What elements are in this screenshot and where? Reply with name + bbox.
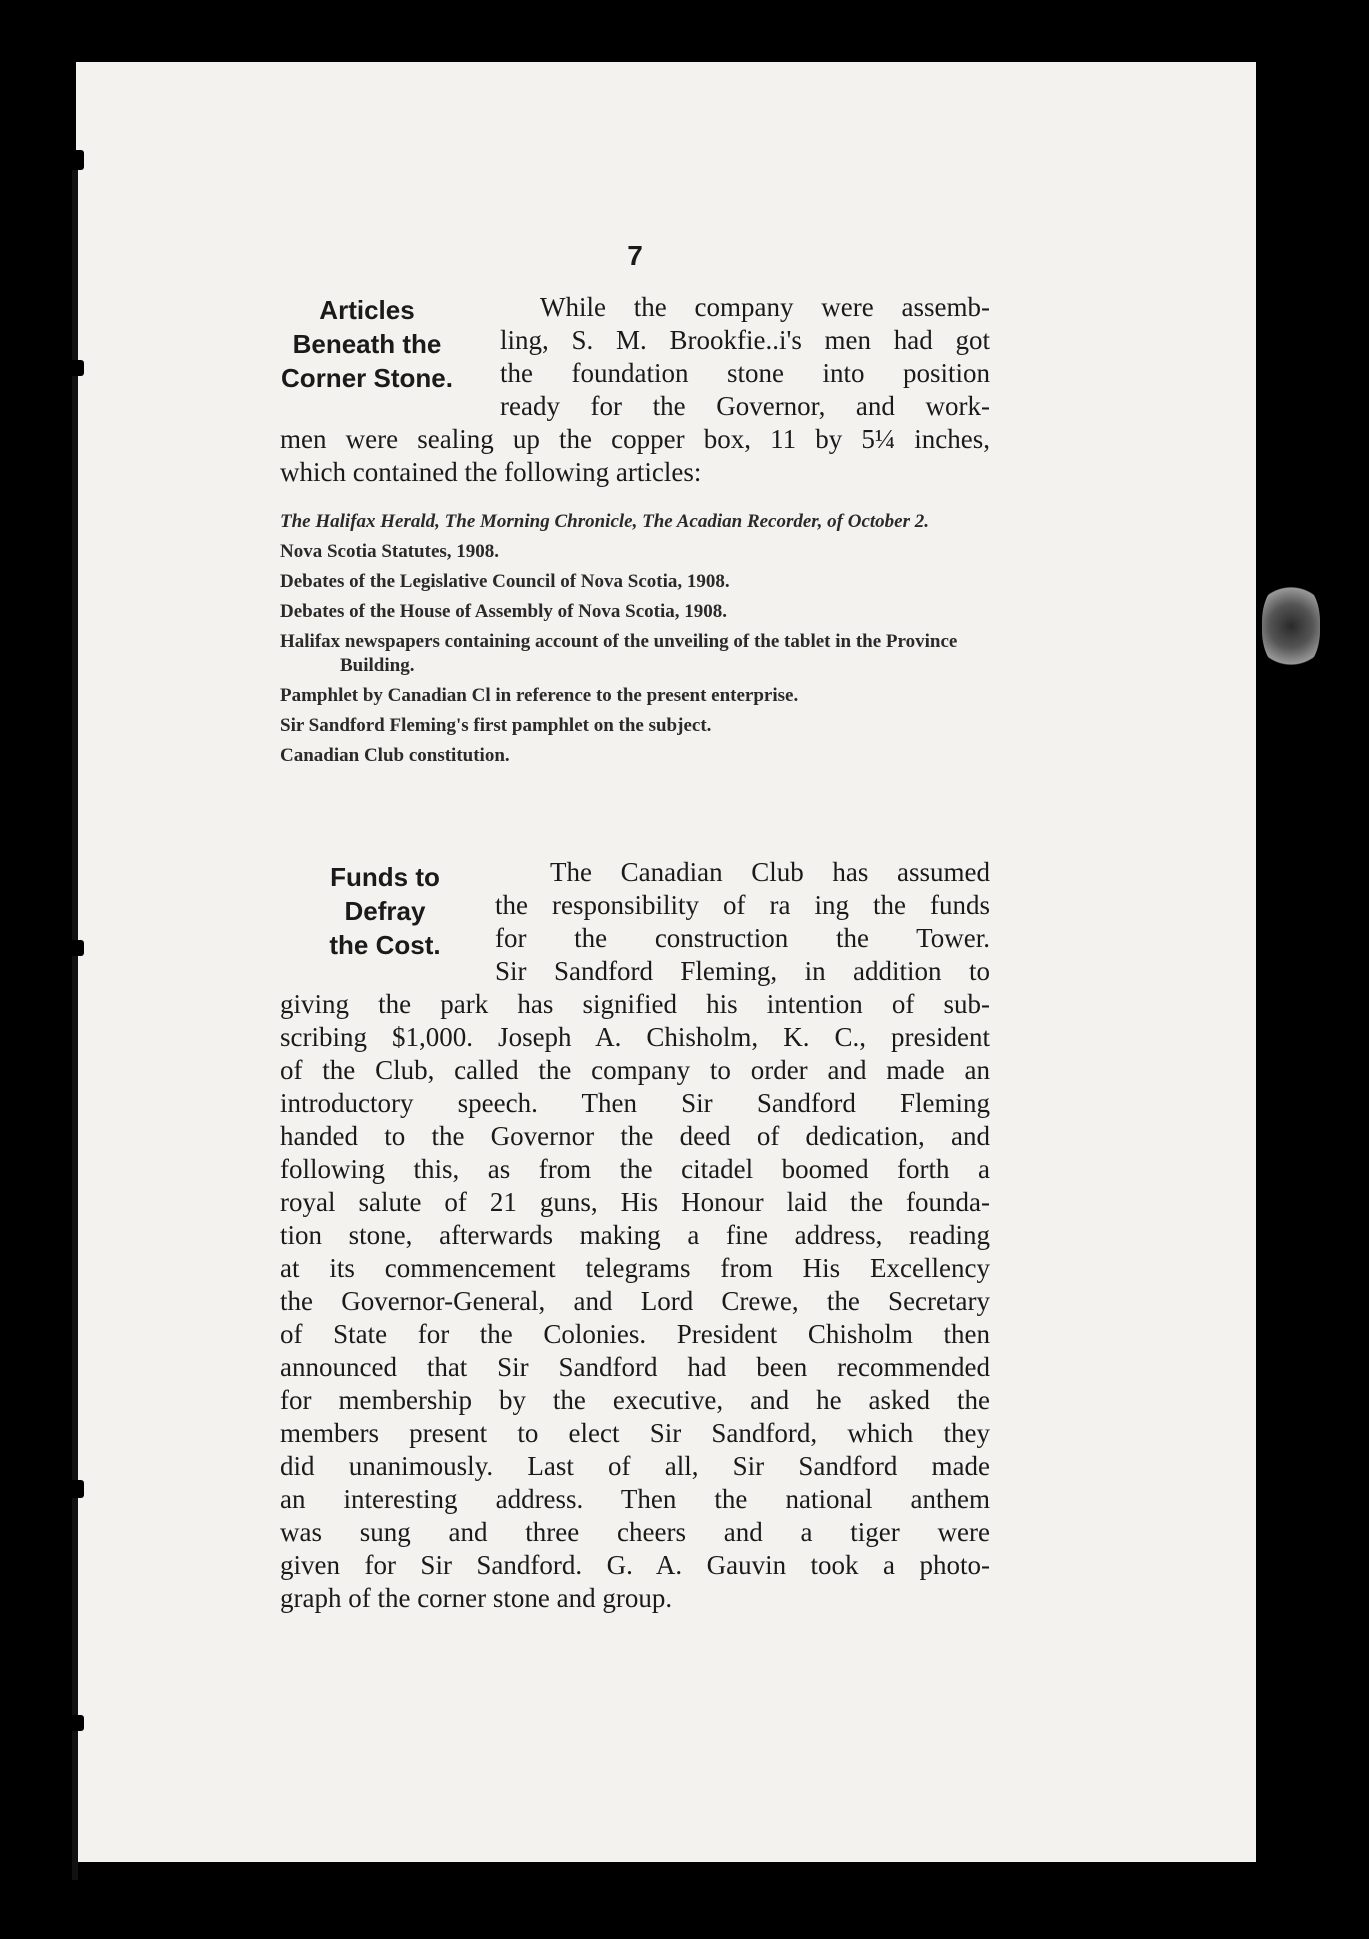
binding-clip bbox=[70, 1480, 84, 1498]
body-line: tion stone, afterwards making a fine address, reading bbox=[280, 1220, 990, 1250]
list-item: Sir Sandford Fleming's first pamphlet on the subject. bbox=[280, 715, 712, 736]
binding-clip bbox=[70, 150, 84, 170]
sidehead-funds bbox=[300, 860, 470, 962]
body-line: members present to elect Sir Sandford, which they bbox=[280, 1418, 990, 1448]
list-item: Debates of the Legislative Council of Nova Scotia, 1908. bbox=[280, 571, 730, 592]
page-number: 7 bbox=[627, 240, 643, 271]
page-stain bbox=[1262, 580, 1320, 672]
binding-clip bbox=[70, 1715, 84, 1731]
body-line: of State for the Colonies. President Chisholm then bbox=[280, 1319, 990, 1349]
sidehead-line: Corner Stone. bbox=[281, 363, 453, 393]
binding-clip bbox=[70, 940, 84, 956]
list-item: Debates of the House of Assembly of Nova Scotia, 1908. bbox=[280, 601, 728, 622]
body-line: announced that Sir Sandford had been recommended bbox=[280, 1352, 990, 1382]
body-line: which contained the following articles: bbox=[280, 457, 702, 487]
sidehead-articles bbox=[262, 293, 472, 395]
body-line: the Governor-General, and Lord Crewe, the Secretary bbox=[280, 1286, 990, 1316]
body-line: The Canadian Club has assumed bbox=[550, 857, 990, 887]
body-line: given for Sir Sandford. G. A. Gauvin took a photo- bbox=[280, 1550, 990, 1580]
body-line: was sung and three cheers and a tiger were bbox=[280, 1517, 990, 1547]
sidehead-line: Defray bbox=[344, 896, 426, 926]
binding-clip bbox=[70, 360, 84, 376]
articles-list bbox=[280, 510, 992, 774]
body-line: ling, S. M. Brookfie..i's men had got bbox=[500, 325, 990, 355]
body-line: the responsibility of ra ing the funds bbox=[495, 890, 990, 920]
body-line: graph of the corner stone and group. bbox=[280, 1583, 673, 1613]
body-line: following this, as from the citadel boomed forth a bbox=[280, 1154, 990, 1184]
list-item: Pamphlet by Canadian Cl in reference to the present enterprise. bbox=[280, 685, 799, 706]
body-line: the foundation stone into position bbox=[500, 358, 990, 388]
body-line: for the construction the Tower. bbox=[495, 923, 990, 953]
sidehead-line: Funds to bbox=[330, 862, 440, 892]
body-line: ready for the Governor, and work- bbox=[500, 391, 990, 421]
list-item: Canadian Club constitution. bbox=[280, 745, 510, 766]
sidehead-line: Beneath the bbox=[292, 329, 442, 359]
list-item: Nova Scotia Statutes, 1908. bbox=[280, 541, 500, 562]
sidehead-line: Articles bbox=[319, 295, 415, 325]
body-line: Sir Sandford Fleming, in addition to bbox=[495, 956, 990, 986]
body-line: While the company were assemb- bbox=[540, 292, 990, 322]
body-line: an interesting address. Then the national anthem bbox=[280, 1484, 990, 1514]
body-line: introductory speech. Then Sir Sandford Fleming bbox=[280, 1088, 990, 1118]
body-line: handed to the Governor the deed of dedication, and bbox=[280, 1121, 990, 1151]
body-line: giving the park has signified his intention of sub- bbox=[280, 989, 990, 1019]
sidehead-line: the Cost. bbox=[329, 930, 441, 960]
list-item: The Halifax Herald, The Morning Chronicle, The Acadian Recorder, of October 2. bbox=[280, 511, 929, 532]
list-item: Halifax newspapers containing account of the unveiling of the tablet in the Province Building. bbox=[280, 631, 958, 676]
body-line: for membership by the executive, and he asked the bbox=[280, 1385, 990, 1415]
binding-edge bbox=[72, 150, 78, 1880]
body-line: scribing $1,000. Joseph A. Chisholm, K. C., president bbox=[280, 1022, 990, 1052]
body-line: at its commencement telegrams from His Excellency bbox=[280, 1253, 990, 1283]
body-line: of the Club, called the company to order and made an bbox=[280, 1055, 990, 1085]
body-line: did unanimously. Last of all, Sir Sandford made bbox=[280, 1451, 990, 1481]
body-line: royal salute of 21 guns, His Honour laid the founda- bbox=[280, 1187, 990, 1217]
body-line: men were sealing up the copper box, 11 by 5¼ inches, bbox=[280, 424, 990, 454]
